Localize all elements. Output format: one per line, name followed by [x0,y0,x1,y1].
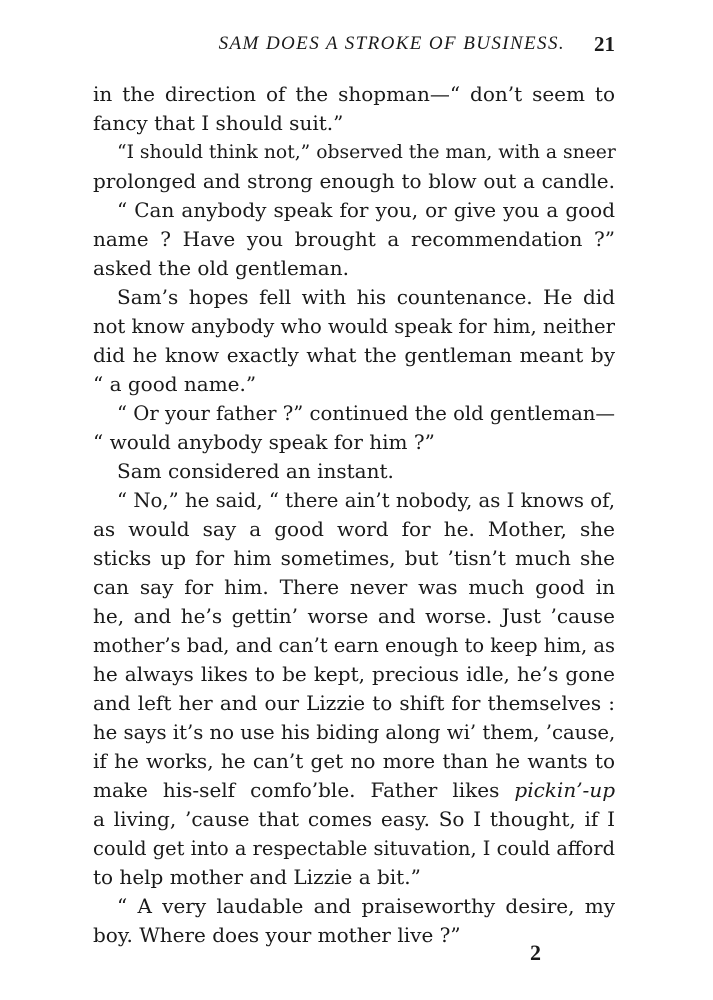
text-line [93,225,615,254]
line-text: in the direction of the shopman—“ don’t seem to [93,82,615,106]
line-text: sticks up for him sometimes, but ’tisn’t much she [93,546,615,570]
text-line [93,138,615,167]
line-text: not know anybody who would speak for him, neither [93,315,615,338]
line-text: “ Or your father ?” continued the old gentleman— [117,402,615,425]
text-line [93,689,615,718]
line-text: “ A very laudable and praiseworthy desire, my [117,894,615,918]
text-line [93,254,615,283]
text-line [93,167,615,196]
line-text: could get into a respectable situvation, I could afford [93,837,615,860]
text-line [93,747,615,776]
text-line [93,399,615,428]
page-number: 21 [594,32,615,56]
running-title: SAM DOES A STROKE OF BUSINESS. [218,33,565,54]
line-text: boy. Where does your mother live ?” [93,923,461,947]
line-text: and left her and our Lizzie to shift for themselves : [93,691,615,715]
text-line [93,718,615,747]
text-line [93,515,615,544]
text-line [93,834,615,863]
italic-phrase: pickin’-up [514,778,616,802]
text-line [93,428,615,457]
text-line [93,283,615,312]
line-text: to help mother and Lizzie a bit.” [93,865,421,889]
text-line [93,660,615,689]
signature-mark: 2 [530,940,541,965]
line-text: “ a good name.” [93,372,257,396]
line-text: asked the old gentleman. [93,256,349,280]
line-text: he always likes to be kept, precious idle, he’s gone [93,662,615,686]
line-text: “ would anybody speak for him ?” [93,430,435,454]
body-text [93,80,615,950]
text-line [93,573,615,602]
line-text: “I should think not,” observed the man, with a sneer [117,142,616,163]
line-text: name ? Have you brought a recommendation ?” [93,227,615,251]
text-line [93,602,615,631]
text-line [93,80,615,109]
text-line [93,863,615,892]
running-head [93,33,615,61]
line-text: a living, ’cause that comes easy. So I thought, if I [93,807,615,831]
line-text: he says it’s no use his biding along wi’ them, ’cause, [93,721,616,744]
line-text: “ No,” he said, “ there ain’t nobody, as I knows of, [117,489,615,512]
text-line [93,892,615,921]
line-text: “ Can anybody speak for you, or give you a good [117,198,615,222]
line-text: prolonged and strong enough to blow out a candle. [93,169,615,193]
line-text: fancy that I should suit.” [93,111,344,135]
line-text: Sam’s hopes fell with his countenance. He did [117,285,615,309]
text-line [93,109,615,138]
text-line [93,457,615,486]
text-line [93,312,615,341]
line-text: mother’s bad, and can’t earn enough to keep him, as [93,634,615,657]
text-line [93,776,615,805]
line-text: can say for him. There never was much good in [93,575,615,599]
text-line [93,631,615,660]
line-text: Sam considered an instant. [117,459,394,483]
line-text: make his-self comfo’ble. Father likes [93,778,500,802]
text-line [93,805,615,834]
text-line [93,486,615,515]
text-line [93,370,615,399]
line-text: as would say a good word for he. Mother, she [93,517,615,541]
line-text: he, and he’s gettin’ worse and worse. Just ’cause [93,604,615,628]
text-line [93,544,615,573]
text-line [93,341,615,370]
line-text: did he know exactly what the gentleman meant by [93,343,615,367]
line-text: if he works, he can’t get no more than he wants to [93,749,615,773]
text-line [93,196,615,225]
